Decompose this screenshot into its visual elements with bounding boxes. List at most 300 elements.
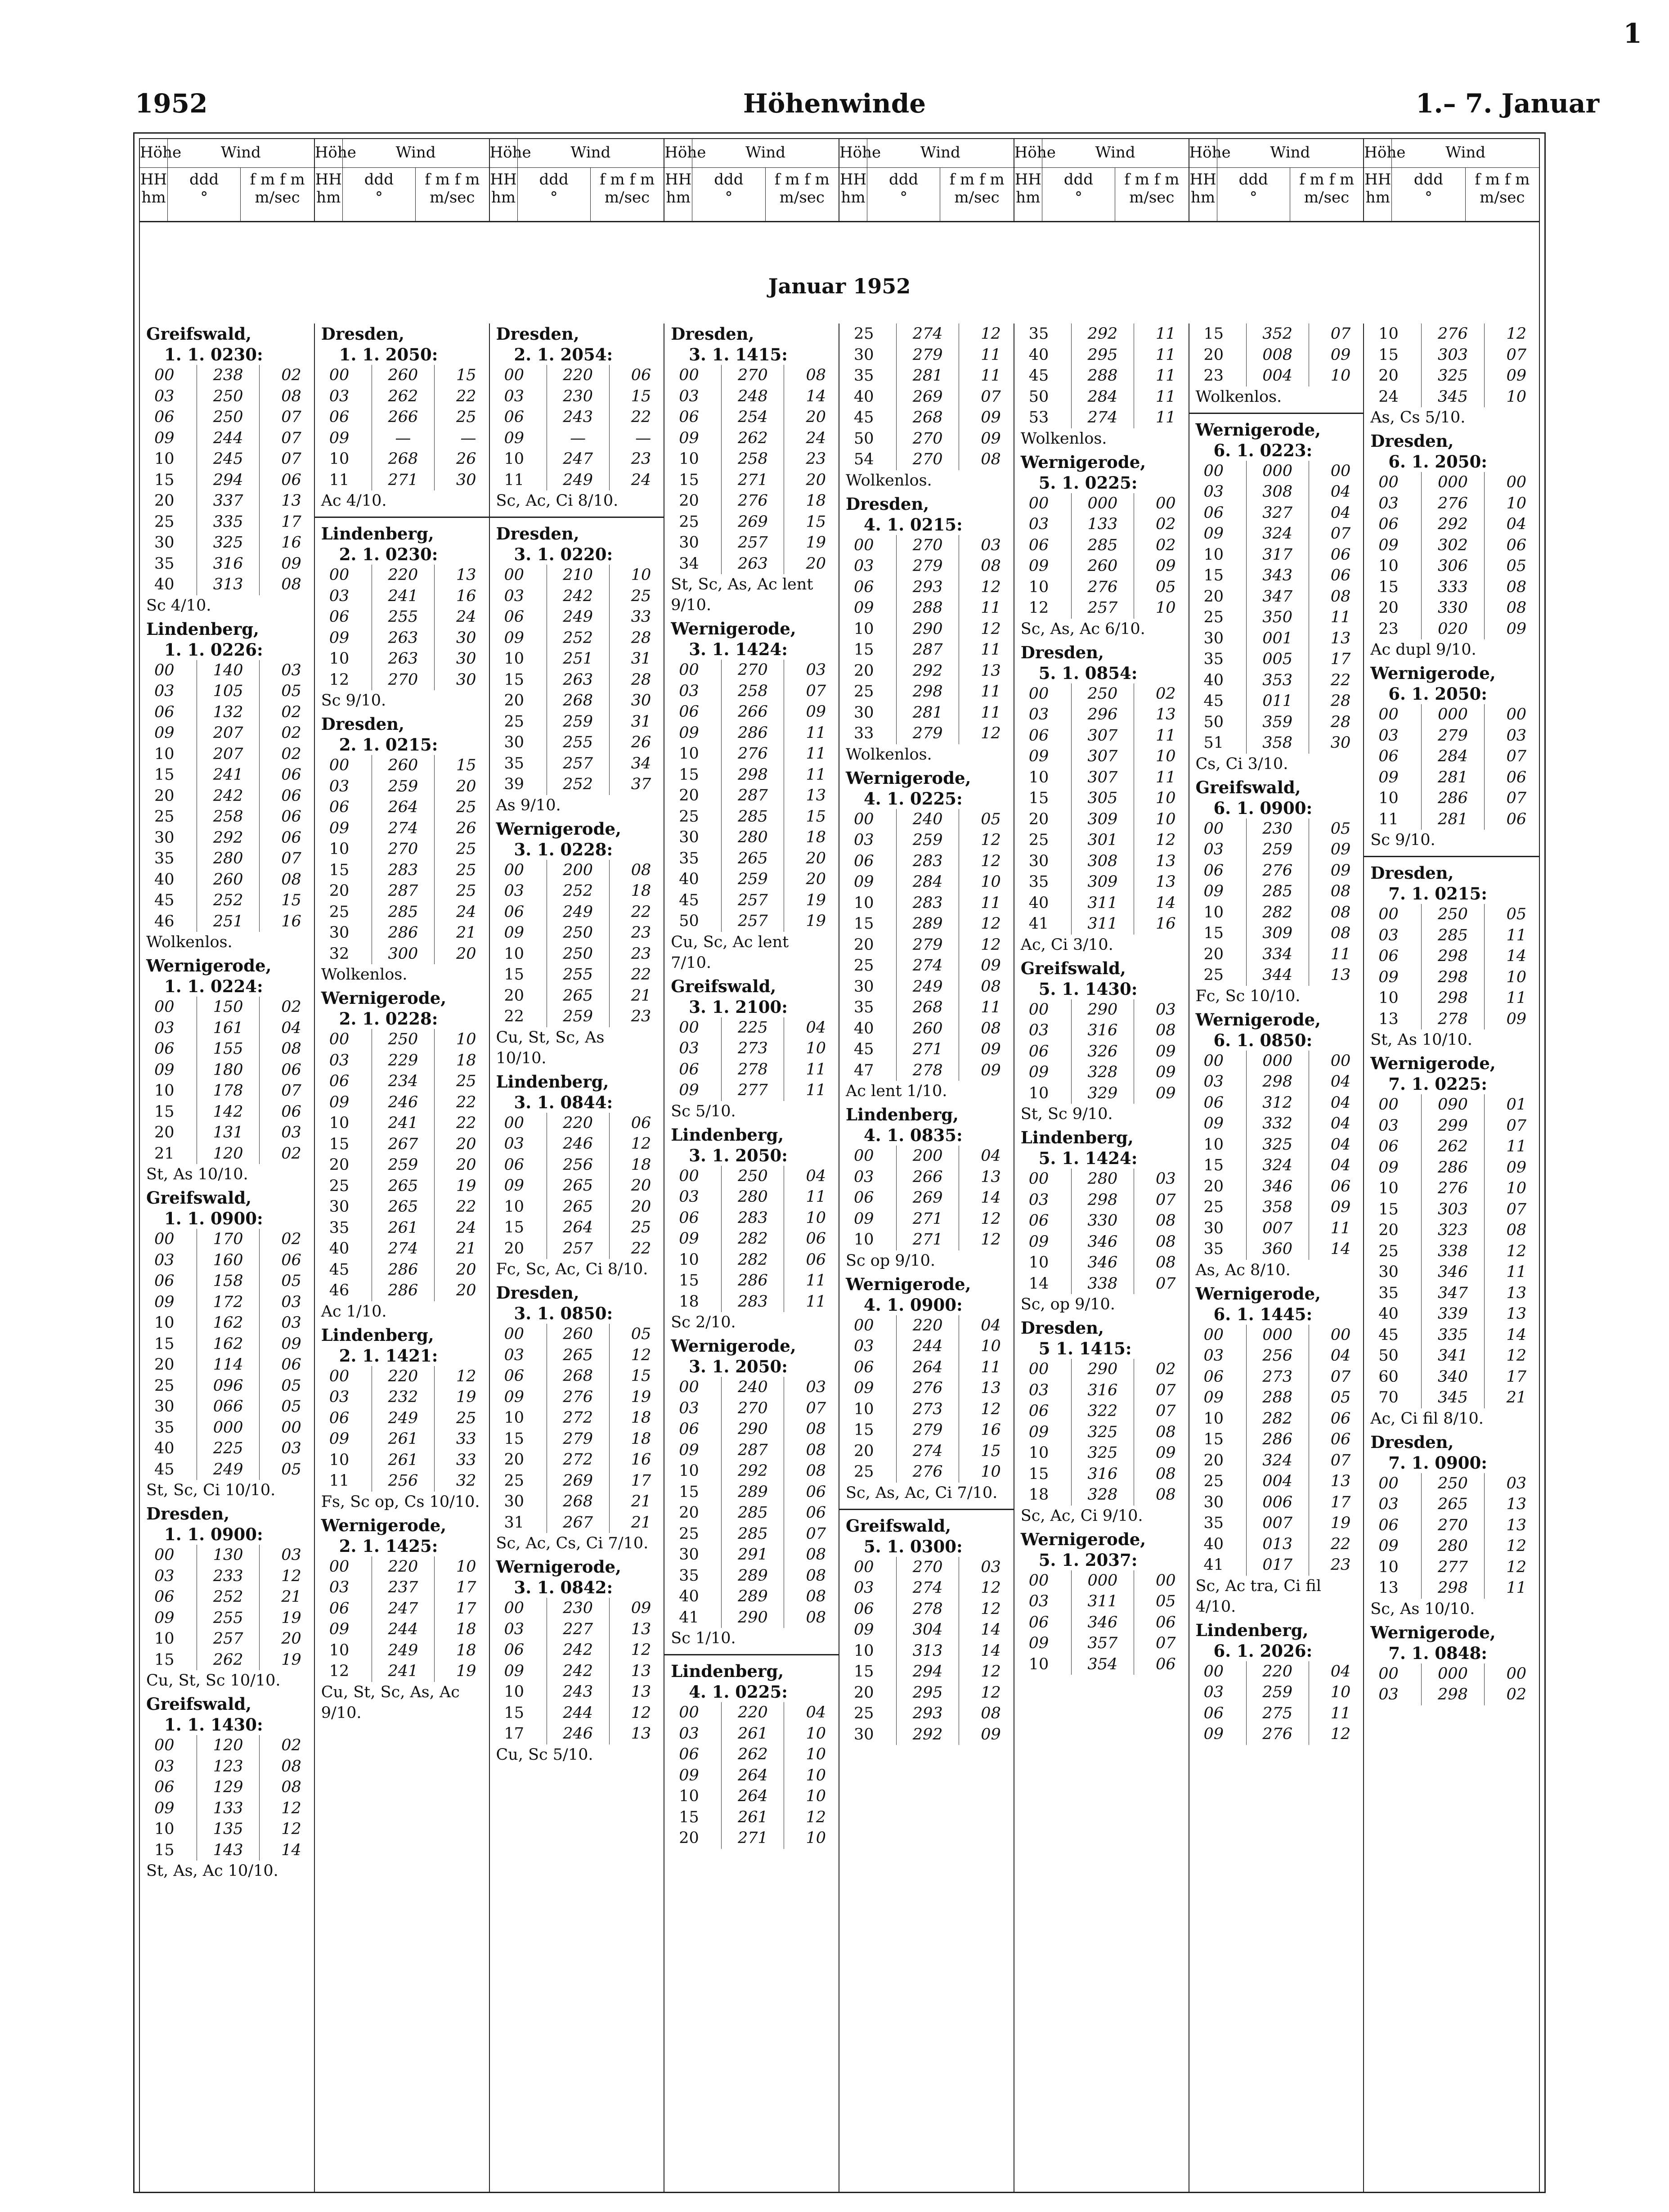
station-block: [671, 324, 832, 616]
speed-cell: 14: [981, 1641, 1001, 1660]
table-row: [846, 365, 1007, 387]
height-cell: 30: [679, 1546, 699, 1564]
observation-time: 5. 1. 1430:: [1038, 979, 1138, 999]
speed-cell: 07: [1155, 1634, 1176, 1652]
direction-cell: 105: [197, 681, 260, 702]
table-row: [496, 1113, 658, 1134]
station-block: [846, 1515, 1007, 1745]
direction-cell: 291: [721, 1544, 784, 1565]
table-row: [1370, 1009, 1533, 1030]
speed-cell: 10: [1155, 789, 1176, 807]
speed-cell: 10: [981, 1337, 1001, 1355]
height-cell: 03: [1378, 1686, 1399, 1704]
table-row: [1021, 514, 1182, 535]
speed-cell: 07: [1506, 789, 1526, 807]
table-row: [321, 1450, 483, 1471]
height-cell: 23: [1378, 620, 1399, 638]
speed-cell: 23: [631, 450, 651, 468]
header-hh-hm: HH hm: [1189, 168, 1217, 221]
direction-cell: 006: [1246, 1492, 1309, 1513]
height-cell: 10: [329, 1451, 350, 1469]
direction-cell: 259: [1246, 839, 1309, 860]
direction-cell: 295: [1071, 345, 1134, 366]
table-row: [671, 827, 832, 848]
direction-cell: 285: [372, 902, 435, 923]
table-row: [1370, 472, 1533, 493]
separator-line: [839, 1509, 1014, 1510]
height-cell: 35: [1203, 650, 1224, 668]
station-block: [496, 1282, 658, 1554]
height-cell: 50: [1028, 387, 1049, 406]
table-row: [671, 1765, 832, 1786]
direction-cell: 241: [372, 586, 435, 607]
speed-cell: 17: [456, 1578, 476, 1596]
speed-cell: 05: [281, 682, 301, 700]
height-cell: 00: [504, 1599, 525, 1617]
height-cell: 06: [504, 608, 525, 626]
table-row: [1021, 577, 1182, 598]
speed-cell: 08: [1506, 599, 1526, 617]
height-cell: 15: [329, 861, 350, 879]
direction-cell: 307: [1071, 725, 1134, 746]
direction-cell: 279: [547, 1429, 610, 1450]
speed-cell: 22: [456, 1198, 476, 1216]
table-row: [671, 1586, 832, 1607]
speed-cell: 08: [1330, 882, 1351, 900]
station-heading: [146, 1503, 308, 1545]
table-row: [321, 1050, 483, 1071]
speed-cell: 06: [1506, 536, 1526, 554]
height-cell: 03: [154, 1019, 175, 1037]
table-row: [496, 1449, 658, 1470]
header-fm: f m f m m/sec: [1124, 171, 1180, 207]
height-cell: 10: [854, 620, 874, 638]
speed-cell: 08: [1330, 924, 1351, 942]
speed-cell: 09: [1155, 1063, 1176, 1081]
speed-cell: 08: [1155, 1212, 1176, 1230]
height-cell: 15: [1203, 325, 1224, 343]
table-row: [321, 1366, 483, 1387]
table-row: [846, 619, 1007, 640]
speed-cell: 11: [1330, 945, 1351, 963]
table-row: [1196, 1429, 1357, 1450]
direction-cell: 347: [1421, 1283, 1485, 1304]
table-row: [321, 670, 483, 691]
table-row: [321, 922, 483, 944]
table-row: [321, 428, 483, 449]
speed-cell: 26: [456, 819, 476, 837]
height-cell: 30: [154, 828, 175, 847]
speed-cell: 03: [281, 1124, 301, 1142]
station-block: [1021, 324, 1182, 449]
speed-cell: 13: [456, 566, 476, 584]
height-cell: 20: [504, 692, 525, 710]
speed-cell: 04: [1506, 515, 1526, 533]
height-cell: 00: [329, 1030, 350, 1048]
column-header-group: [315, 139, 490, 221]
station-name: Lindenberg,: [146, 619, 259, 639]
table-row: [321, 1092, 483, 1113]
speed-cell: 07: [1506, 1116, 1526, 1135]
direction-cell: 340: [1421, 1367, 1485, 1388]
direction-cell: 251: [197, 911, 260, 932]
direction-cell: 293: [896, 1703, 959, 1724]
table-row: [671, 785, 832, 806]
speed-cell: 00: [1330, 1052, 1351, 1070]
cloud-note: Sc 9/10.: [321, 692, 386, 710]
speed-cell: 20: [806, 554, 826, 573]
height-cell: 09: [1378, 536, 1399, 554]
direction-cell: 245: [197, 449, 260, 470]
direction-cell: 254: [721, 407, 784, 428]
table-row: [1370, 1136, 1533, 1157]
height-cell: 25: [679, 1524, 699, 1543]
table-row: [321, 1134, 483, 1155]
table-row: [1021, 830, 1182, 851]
height-cell: 00: [679, 366, 699, 384]
direction-cell: 277: [1421, 1557, 1485, 1578]
direction-cell: 307: [1071, 746, 1134, 767]
direction-cell: 250: [197, 386, 260, 407]
speed-cell: 12: [1506, 1558, 1526, 1576]
direction-cell: 359: [1246, 712, 1309, 733]
table-row: [321, 648, 483, 670]
direction-cell: 230: [547, 1598, 610, 1619]
direction-cell: 129: [197, 1777, 260, 1798]
header-wind: Wind: [692, 139, 839, 168]
height-cell: 06: [679, 408, 699, 426]
speed-cell: 12: [981, 1209, 1001, 1228]
speed-cell: 37: [631, 775, 651, 793]
direction-cell: 274: [896, 1578, 959, 1599]
direction-cell: 276: [1246, 860, 1309, 881]
height-cell: 10: [1203, 545, 1224, 564]
table-row: [671, 1228, 832, 1250]
speed-cell: 08: [1506, 1221, 1526, 1239]
speed-cell: 09: [281, 554, 301, 573]
table-row: [1196, 1218, 1357, 1239]
direction-cell: 339: [1421, 1304, 1485, 1325]
direction-cell: 335: [1421, 1325, 1485, 1346]
table-row: [1370, 1345, 1533, 1367]
speed-cell: 02: [281, 724, 301, 742]
speed-cell: 11: [981, 894, 1001, 912]
station-block: [146, 324, 308, 616]
direction-cell: 268: [547, 1491, 610, 1512]
direction-cell: 249: [547, 470, 610, 491]
direction-cell: 257: [721, 911, 784, 932]
height-cell: 35: [854, 998, 874, 1016]
speed-cell: 05: [1155, 1592, 1176, 1610]
station-block: [1196, 419, 1357, 774]
speed-cell: 06: [806, 1230, 826, 1248]
height-cell: 00: [854, 810, 874, 828]
table-row: [496, 964, 658, 985]
speed-cell: 02: [281, 745, 301, 763]
speed-cell: 13: [1155, 706, 1176, 724]
height-cell: 06: [1028, 536, 1049, 554]
station-block: [146, 955, 308, 1185]
speed-cell: 26: [456, 450, 476, 468]
table-row: [146, 470, 308, 491]
direction-cell: 238: [197, 365, 260, 386]
height-cell: 06: [329, 1409, 350, 1427]
table-row: [1021, 1190, 1182, 1211]
height-cell: 00: [679, 661, 699, 679]
height-cell: 10: [679, 1787, 699, 1805]
speed-cell: 06: [1506, 768, 1526, 787]
speed-cell: 12: [281, 1820, 301, 1838]
direction-cell: 000: [1071, 1570, 1134, 1592]
table-row: [1021, 1083, 1182, 1104]
speed-cell: 15: [981, 1442, 1001, 1460]
table-row: [496, 1703, 658, 1724]
speed-cell: 07: [981, 387, 1001, 406]
speed-cell: 14: [981, 1189, 1001, 1207]
direction-cell: 316: [1071, 1464, 1134, 1485]
height-cell: 09: [504, 429, 525, 447]
speed-cell: 23: [631, 1007, 651, 1025]
height-cell: 06: [679, 1209, 699, 1227]
height-cell: 10: [154, 1082, 175, 1100]
speed-cell: 17: [631, 1471, 651, 1490]
table-row: [146, 1566, 308, 1587]
speed-cell: 03: [281, 1293, 301, 1311]
speed-cell: 04: [1330, 504, 1351, 522]
speed-cell: 07: [1330, 1367, 1351, 1386]
table-row: [496, 922, 658, 944]
direction-cell: 353: [1246, 670, 1309, 691]
direction-cell: 345: [1421, 1387, 1485, 1408]
height-cell: 18: [1028, 1486, 1049, 1504]
height-cell: 50: [679, 912, 699, 930]
height-cell: 20: [1378, 367, 1399, 385]
header-fm: f m f m m/sec: [1475, 171, 1530, 207]
height-cell: 10: [1378, 989, 1399, 1007]
direction-cell: 286: [1246, 1429, 1309, 1450]
direction-cell: 338: [1071, 1273, 1134, 1295]
direction-cell: 220: [372, 1556, 435, 1578]
direction-cell: 358: [1246, 1197, 1309, 1218]
speed-cell: 04: [981, 1147, 1001, 1165]
speed-cell: 14: [806, 387, 826, 405]
speed-cell: 08: [981, 1704, 1001, 1722]
station-heading: [846, 1104, 1007, 1146]
table-row: [671, 1166, 832, 1187]
header-fm: f m f m m/sec: [600, 171, 655, 207]
speed-cell: 24: [456, 1218, 476, 1237]
direction-cell: 000: [1421, 704, 1485, 725]
speed-cell: 23: [631, 944, 651, 963]
station-block: [496, 523, 658, 816]
cloud-note: Sc, Ac, Ci 9/10.: [1020, 1506, 1143, 1525]
table-row: [1370, 788, 1533, 809]
station-name: Dresden,: [321, 714, 404, 734]
direction-cell: 017: [1246, 1555, 1309, 1576]
data-column: [664, 324, 839, 2192]
height-cell: 35: [1203, 1514, 1224, 1532]
direction-cell: 346: [1071, 1232, 1134, 1253]
column-header-group: [1014, 139, 1189, 221]
height-cell: 25: [854, 1463, 874, 1481]
direction-cell: 285: [721, 1502, 784, 1524]
direction-cell: 289: [721, 1482, 784, 1503]
height-cell: 35: [154, 1418, 175, 1437]
height-cell: 03: [854, 1168, 874, 1186]
direction-cell: 298: [1421, 946, 1485, 967]
direction-cell: 263: [547, 670, 610, 691]
station-heading: [671, 1661, 832, 1702]
table-row: [1196, 818, 1357, 840]
speed-cell: 06: [631, 366, 651, 384]
speed-cell: 30: [456, 629, 476, 647]
direction-cell: 270: [721, 365, 784, 386]
speed-cell: 07: [1330, 1451, 1351, 1470]
header-hh-hm: HH hm: [664, 168, 692, 221]
height-cell: 25: [154, 808, 175, 826]
direction-cell: 289: [896, 913, 959, 935]
height-cell: 03: [1203, 483, 1224, 501]
speed-cell: 18: [631, 1430, 651, 1448]
table-row: [146, 490, 308, 512]
speed-cell: 09: [981, 1061, 1001, 1079]
direction-cell: 280: [721, 1187, 784, 1208]
direction-cell: 309: [1071, 872, 1134, 893]
header-hh-hm: HH hm: [140, 168, 168, 221]
speed-cell: 00: [1506, 706, 1526, 724]
height-cell: 15: [679, 765, 699, 784]
speed-cell: 11: [1155, 409, 1176, 427]
speed-cell: 03: [806, 1378, 826, 1396]
table-row: [1196, 1367, 1357, 1388]
cloud-note: St, Sc 9/10.: [1020, 1105, 1113, 1123]
station-heading: [496, 1071, 658, 1113]
station-block: [1370, 1053, 1533, 1429]
station-block: [1021, 1529, 1182, 1675]
speed-cell: 10: [806, 1766, 826, 1785]
direction-cell: 004: [1246, 365, 1309, 387]
height-cell: 15: [1378, 578, 1399, 596]
station-heading: [1021, 1317, 1182, 1359]
speed-cell: 12: [981, 620, 1001, 638]
height-cell: 03: [679, 387, 699, 405]
height-cell: 25: [329, 903, 350, 921]
table-row: [496, 711, 658, 733]
speed-cell: 05: [981, 810, 1001, 828]
direction-cell: 200: [547, 860, 610, 881]
table-row: [321, 1113, 483, 1134]
table-row: [846, 851, 1007, 872]
height-cell: 03: [1203, 1683, 1224, 1701]
direction-cell: 161: [197, 1018, 260, 1039]
table-row: [1196, 733, 1357, 754]
table-row: [146, 1039, 308, 1060]
speed-cell: 15: [456, 756, 476, 774]
direction-cell: 249: [547, 902, 610, 923]
table-row: [496, 1681, 658, 1703]
table-row: [1370, 1684, 1533, 1705]
table-row: [146, 1018, 308, 1039]
direction-cell: 263: [721, 553, 784, 575]
height-cell: 40: [679, 870, 699, 888]
direction-cell: 250: [372, 1029, 435, 1050]
table-row: [321, 944, 483, 965]
direction-cell: 292: [721, 1461, 784, 1482]
speed-cell: 04: [806, 1704, 826, 1722]
table-row: [671, 553, 832, 575]
height-cell: 00: [1378, 905, 1399, 923]
height-cell: 09: [854, 1379, 874, 1397]
height-cell: 06: [1378, 515, 1399, 533]
height-cell: 10: [679, 745, 699, 763]
table-row: [321, 755, 483, 776]
table-row: [1370, 1199, 1533, 1220]
direction-cell: 249: [896, 976, 959, 998]
height-cell: 20: [1203, 346, 1224, 364]
header-fm: f m f m m/sec: [949, 171, 1005, 207]
direction-cell: 309: [1246, 923, 1309, 944]
speed-cell: 12: [981, 831, 1001, 849]
cloud-note: Sc 1/10.: [671, 1629, 736, 1647]
table-row: [1021, 913, 1182, 935]
direction-cell: 294: [896, 1661, 959, 1682]
direction-cell: 280: [1421, 1536, 1485, 1557]
direction-cell: 276: [896, 1378, 959, 1399]
table-row: [321, 1556, 483, 1578]
height-cell: 10: [504, 1197, 525, 1216]
direction-cell: 289: [721, 1586, 784, 1607]
observation-time: 5. 1. 2037:: [1038, 1550, 1138, 1570]
table-row: [846, 345, 1007, 366]
speed-cell: 10: [806, 1209, 826, 1227]
speed-cell: 08: [1155, 1486, 1176, 1504]
table-row: [671, 723, 832, 744]
separator-line: [664, 1654, 839, 1655]
speed-cell: 15: [281, 891, 301, 909]
table-row: [1370, 1325, 1533, 1346]
direction-cell: 257: [547, 1238, 610, 1259]
direction-cell: 252: [547, 628, 610, 649]
table-row: [1021, 387, 1182, 408]
table-row: [1370, 767, 1533, 788]
height-cell: 35: [1028, 325, 1049, 343]
height-cell: 03: [154, 682, 175, 700]
direction-cell: 252: [547, 774, 610, 795]
station-name: Dresden,: [1020, 642, 1104, 662]
height-cell: 10: [1028, 1254, 1049, 1272]
table-row: [1196, 1325, 1357, 1346]
station-name: Lindenberg,: [321, 524, 434, 544]
table-row: [671, 1187, 832, 1208]
height-cell: 03: [329, 1051, 350, 1070]
direction-cell: 276: [1421, 1178, 1485, 1199]
height-cell: 00: [1203, 1052, 1224, 1070]
height-cell: 00: [329, 366, 350, 384]
table-row: [1021, 1612, 1182, 1633]
height-cell: 06: [854, 1600, 874, 1618]
speed-cell: 17: [456, 1599, 476, 1618]
direction-cell: 283: [721, 1208, 784, 1229]
height-cell: 00: [1028, 1571, 1049, 1590]
table-row: [146, 1102, 308, 1123]
height-cell: 20: [679, 1829, 699, 1847]
table-row: [321, 1280, 483, 1301]
station-heading: [496, 1282, 658, 1324]
table-row: [321, 1218, 483, 1239]
height-cell: 35: [679, 849, 699, 868]
table-row: [846, 598, 1007, 619]
direction-cell: 272: [547, 1449, 610, 1470]
